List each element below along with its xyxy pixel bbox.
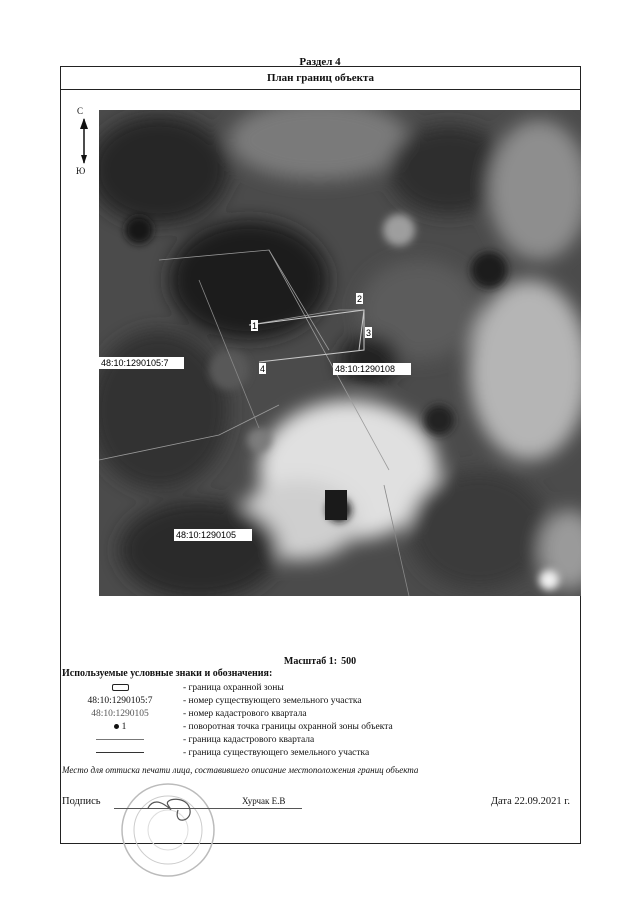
- date-field: [491, 796, 570, 807]
- date-value: 22.09.2021 г.: [514, 796, 570, 807]
- point-number-3: 3: [366, 328, 372, 338]
- legend-desc: - номер кадастрового квартала: [183, 709, 307, 719]
- parcel-boundary-line-icon: [96, 752, 144, 753]
- point-number-1: 1: [252, 321, 258, 331]
- legend-item-parcel-boundary: [60, 748, 500, 760]
- signature-label: Подпись: [62, 796, 101, 807]
- north-letter: С: [77, 106, 84, 116]
- north-indicator: [74, 106, 94, 176]
- scale-label: Масштаб 1:: [283, 656, 338, 667]
- signer-name: Хурчак Е.В: [242, 796, 286, 806]
- legend-desc: - граница существующего земельного участка: [183, 748, 370, 758]
- map-label-quarter-108: 48:10:1290108: [335, 364, 396, 374]
- legend-desc: - номер существующего земельного участка: [183, 696, 362, 706]
- legend-item-quarter-boundary: [60, 735, 500, 747]
- legend-title: Используемые условные знаки и обозначения:: [62, 668, 273, 679]
- scale-value: 500: [341, 656, 357, 667]
- signature-line: [114, 808, 302, 809]
- section-title: Раздел 4: [299, 56, 341, 68]
- legend-item-quarter-number: [60, 709, 500, 721]
- legend-item-protection-zone: [60, 683, 500, 695]
- legend-item-parcel-number: [60, 696, 500, 708]
- point-number-4: 4: [260, 364, 266, 374]
- turning-point-dot-icon: [114, 724, 119, 729]
- quarter-boundary-line-icon: [96, 739, 144, 740]
- legend-item-turning-point: [60, 722, 500, 734]
- aerial-map: [99, 110, 581, 596]
- seal-place-note: Место для оттиска печати лица, составившего описание местоположения границ объекта: [62, 765, 419, 775]
- plan-title: План границ объекта: [61, 67, 580, 90]
- date-label: Дата: [490, 796, 512, 807]
- map-scale: [0, 656, 640, 667]
- legend-desc: - граница кадастрового квартала: [183, 735, 315, 745]
- legend-desc: - поворотная точка границы охранной зоны объекта: [183, 722, 393, 732]
- signature-row: [62, 796, 582, 816]
- legend-desc: - граница охранной зоны: [183, 683, 284, 693]
- point-number-2: 2: [357, 294, 363, 304]
- north-arrow-icon: [78, 117, 90, 167]
- stamp-seal-icon: [118, 780, 218, 880]
- south-letter: Ю: [76, 166, 86, 176]
- protection-zone-symbol-icon: [112, 684, 129, 691]
- map-label-quarter-105: 48:10:1290105: [176, 530, 237, 540]
- legend-symbol-parcel: 48:10:1290105:7: [87, 696, 153, 706]
- legend-symbol-point: 1: [121, 722, 127, 732]
- map-label-parcel-7: 48:10:1290105:7: [101, 358, 169, 368]
- legend-symbol-quarter: 48:10:1290105: [91, 709, 149, 719]
